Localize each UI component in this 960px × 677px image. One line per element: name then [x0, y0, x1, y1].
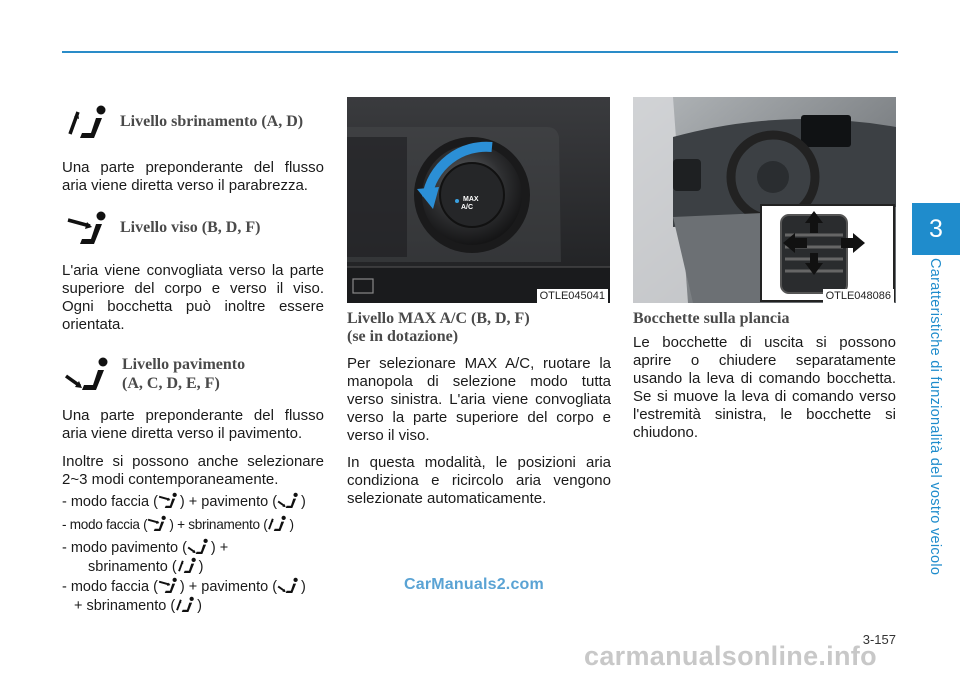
floor-heading-line2: (A, C, D, E, F) — [122, 375, 220, 392]
floor-heading-line1: Livello pavimento — [122, 356, 246, 373]
combo-intro-block — [62, 453, 324, 489]
knob-label-max: MAX — [463, 196, 479, 203]
knob-label-ac: A/C — [461, 204, 474, 211]
max-ac-text-2: In questa modalità, le posizioni aria condiziona e ricircolo aria vengono selezionate automaticamente. — [347, 454, 611, 507]
list-item: - modo faccia ( ) + pavimento ( ) + sbrinamento ( ) — [62, 579, 306, 614]
top-rule — [62, 51, 898, 53]
defrost-text: Una parte preponderante del flusso aria viene diretta verso il parabrezza. — [62, 159, 324, 194]
list-item: - modo faccia ( ) + sbrinamento ( ) — [62, 517, 294, 532]
face-heading: Livello viso (B, D, F) — [66, 210, 260, 246]
defrost-mode-icon — [177, 557, 199, 574]
floor-mode-icon — [277, 492, 301, 509]
combo-intro: Inoltre si possono anche selezionare 2~3 modi contemporaneamente. — [62, 453, 324, 488]
max-ac-text-1: Per selezionare MAX A/C, ruotare la manopola di selezione modo tutta verso sinistra. L'aria viene convogliata verso la parte superiore del corpo e verso il viso. — [347, 355, 611, 444]
max-ac-knob-photo — [347, 97, 610, 303]
list-item: - modo faccia ( ) + pavimento ( ) — [62, 494, 306, 510]
floor-heading — [64, 355, 245, 393]
page-number: 3-157 — [862, 632, 896, 647]
max-ac-section — [347, 310, 611, 508]
floor-text-block — [62, 407, 324, 443]
knob-illustration — [347, 97, 610, 303]
defrost-mode-icon — [267, 515, 289, 532]
dashboard-illustration — [633, 97, 896, 303]
floor-mode-icon — [277, 577, 301, 594]
photo-code-right: OTLE048086 — [823, 289, 894, 303]
face-mode-icon — [158, 492, 180, 509]
chapter-number-tab: 3 — [912, 203, 960, 255]
list-item: - modo pavimento ( ) + sbrinamento ( ) — [62, 540, 229, 575]
defrost-mode-icon — [175, 596, 197, 613]
floor-mode-icon — [187, 538, 211, 555]
defrost-text-block — [62, 159, 324, 195]
dashboard-vent-photo — [633, 97, 896, 303]
vents-text: Le bocchette di uscita si possono aprire o chiudere separatamente usando la leva di comando bocchetta. Se si muove la leva di comando verso l'estremità sinistra, le bocchette si chiudono. — [633, 334, 896, 441]
watermark-carmanuals2: CarManuals2.com — [404, 576, 544, 593]
chapter-title: Caratteristiche di funzionalità del vostro veicolo — [927, 258, 943, 576]
photo-code-middle: OTLE045041 — [537, 289, 608, 303]
defrost-mode-icon — [66, 104, 112, 140]
face-mode-icon — [66, 210, 112, 246]
floor-mode-icon — [64, 356, 114, 392]
floor-text: Una parte preponderante del flusso aria viene diretta verso il pavimento. — [62, 407, 324, 442]
vents-section — [633, 310, 896, 442]
watermark-carmanualsonline: carmanualsonline.info — [584, 641, 877, 671]
face-mode-icon — [158, 577, 180, 594]
face-mode-icon — [147, 515, 169, 532]
face-text: L'aria viene convogliata verso la parte superiore del corpo e verso il viso. Ogni bocchetta può inoltre essere orientata. — [62, 262, 324, 333]
defrost-heading: Livello sbrinamento (A, D) — [66, 104, 303, 140]
vents-heading: Bocchette sulla plancia — [633, 310, 790, 327]
max-ac-heading: Livello MAX A/C (B, D, F) (se in dotazione) — [347, 310, 530, 345]
face-text-block — [62, 262, 324, 334]
